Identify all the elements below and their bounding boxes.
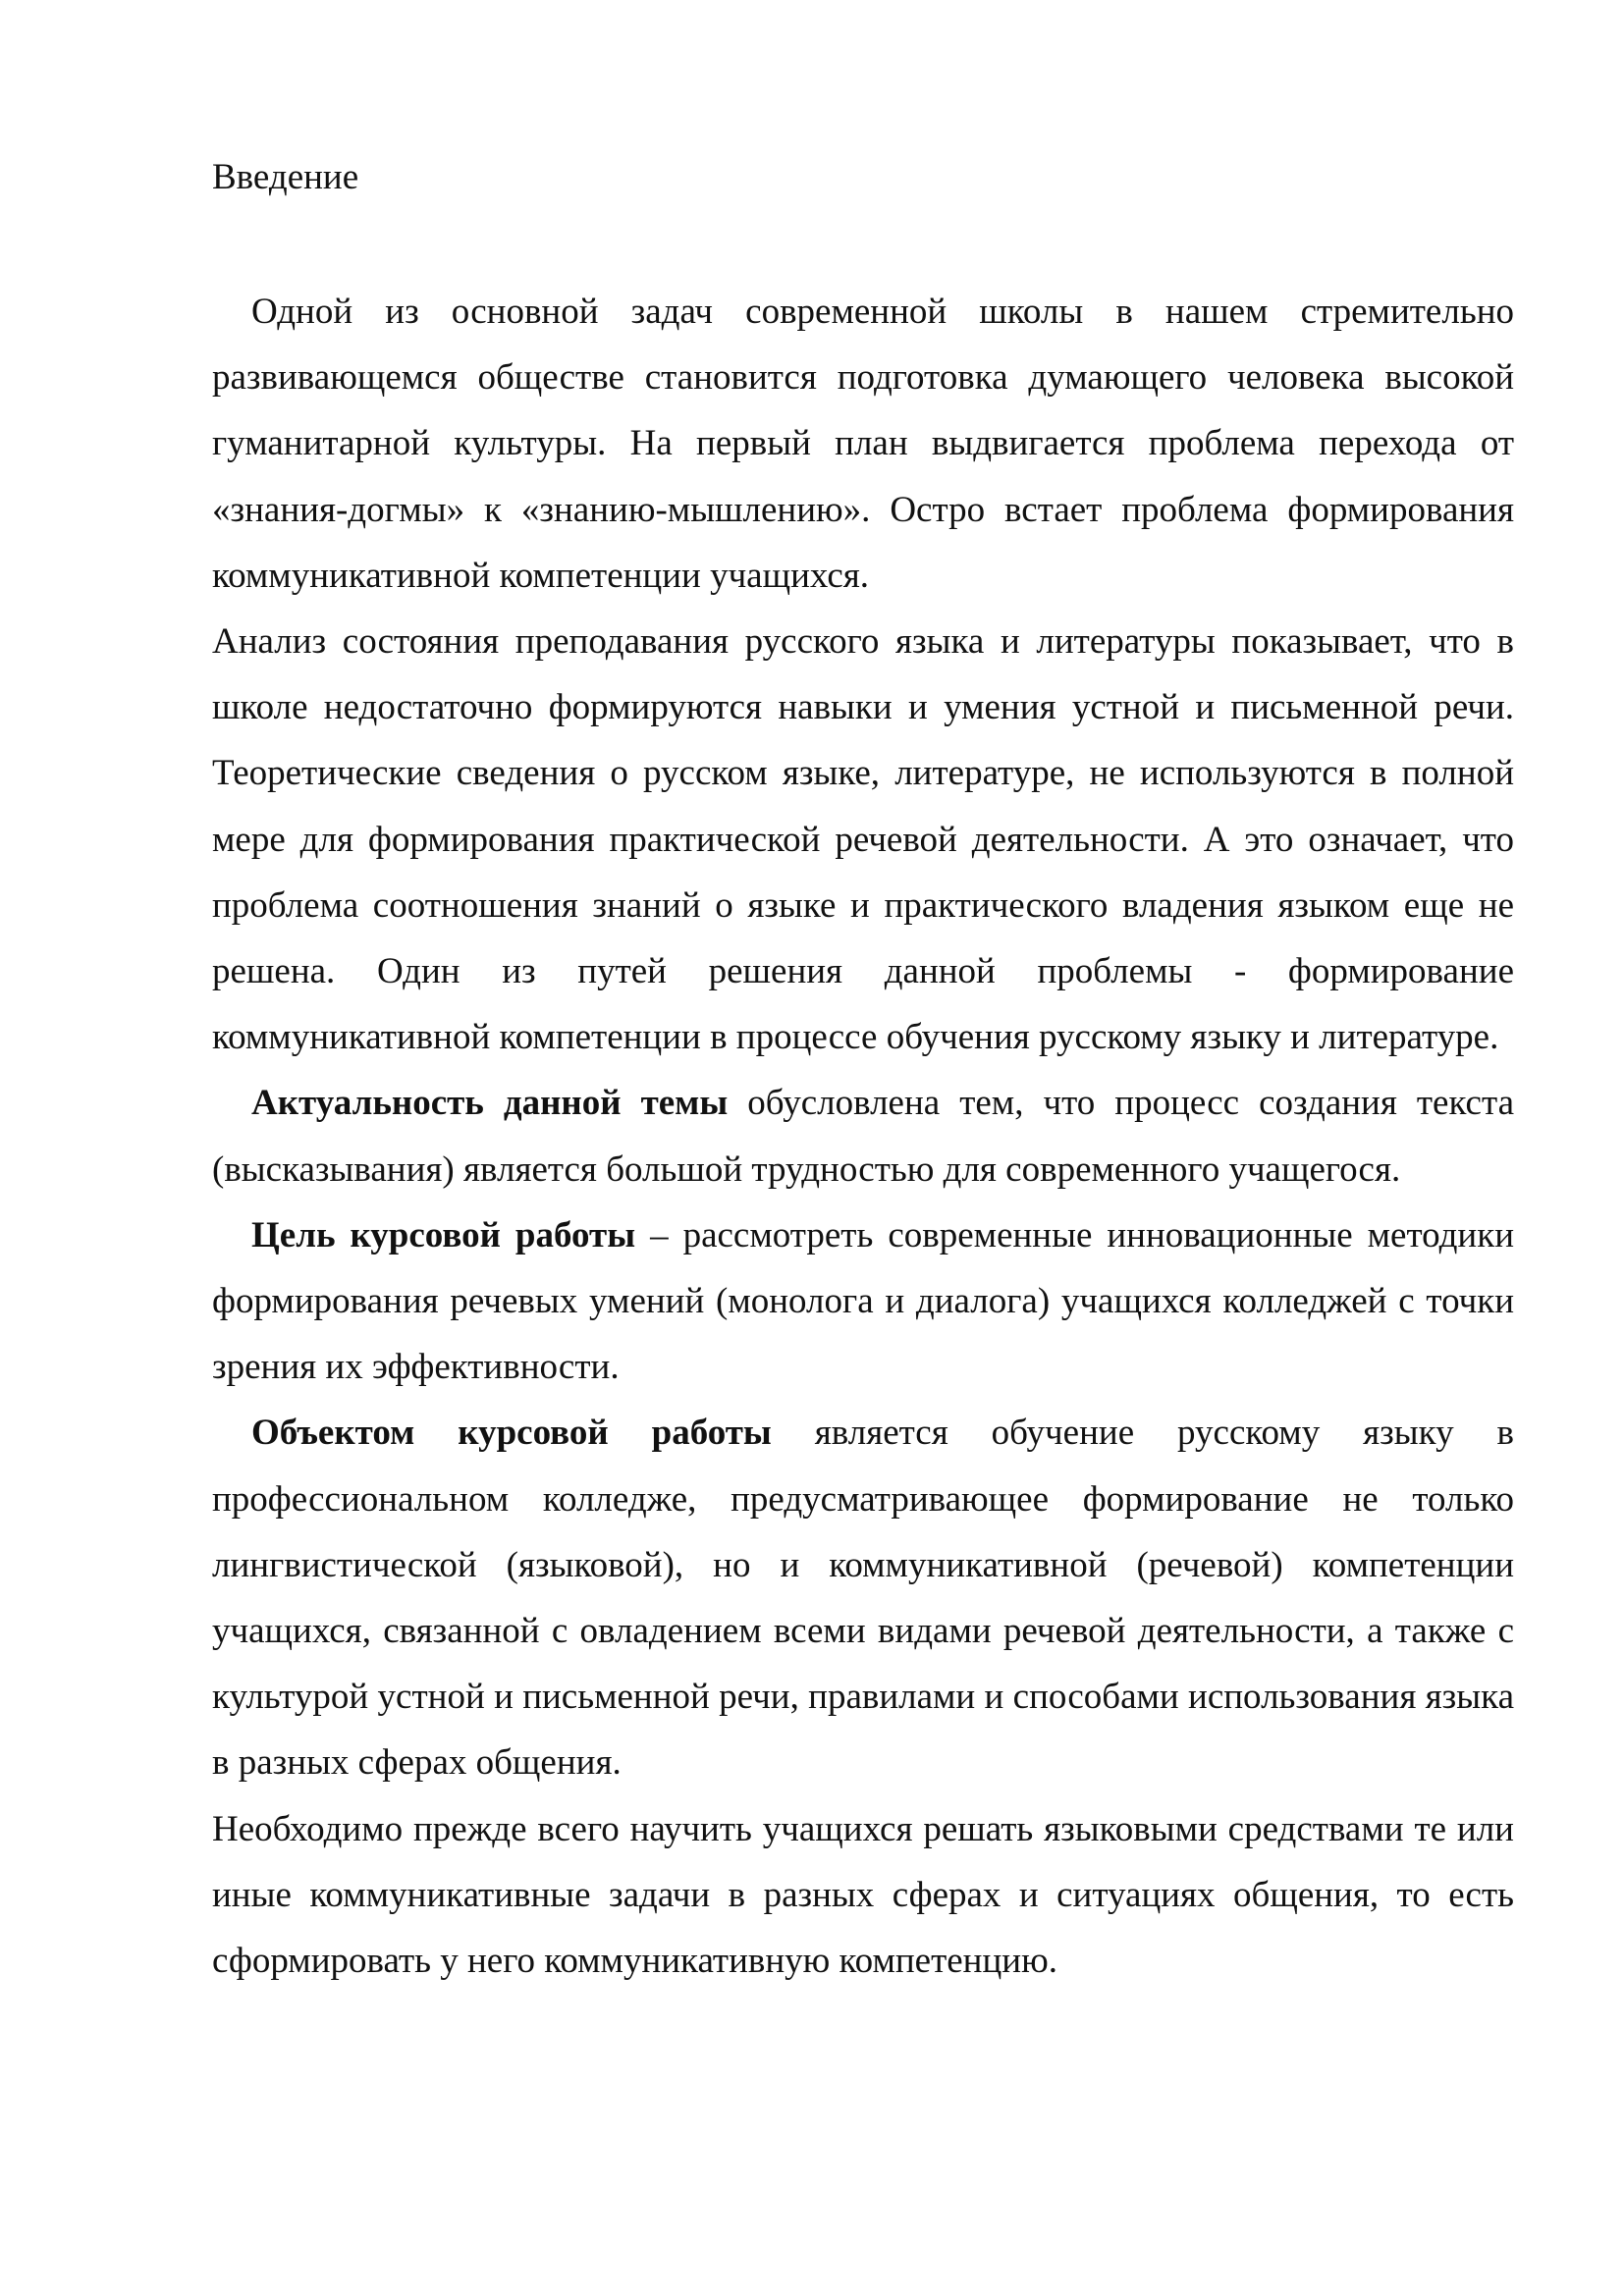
paragraph-necessity bbox=[212, 1796, 1514, 1995]
paragraph-text: Необходимо прежде всего научить учащихся решать языковыми средствами те или иные коммуникативные задачи в разных сферах и ситуациях общения, то есть сформировать у него коммуникативную компетенцию. bbox=[212, 1808, 1514, 1982]
paragraph-text: Одной из основной задач современной школы в нашем стремительно развивающемся обществе становится подготовка думающего человека высокой гуманитарной культуры. На первый план выдвигается проблема перехода от «знания-догмы» к «знанию-мышлению». Остро встает проблема формирования коммуникативной компетенции учащихся. bbox=[212, 292, 1514, 596]
paragraph-text: – рассмотреть современные инновационные методики формирования речевых умений (монолога и диалога) учащихся колледжей с точки зрения их эффективности. bbox=[212, 1214, 1514, 1388]
page-heading: Введение bbox=[212, 157, 359, 197]
paragraph-relevance bbox=[212, 1070, 1514, 1201]
paragraph-intro bbox=[212, 279, 1514, 609]
paragraph-text: Анализ состояния преподавания русского языка и литературы показывает, что в школе недостаточно формируются навыки и умения устной и письменной речи. Теоретические сведения о русском языке, литературе, не используются в полной мере для формирования практической речевой деятельности. А это означает, что проблема соотношения знаний о языке и практического владения языком еще не решена. Один из путей решения данной проблемы - формирование коммуникативной компетенции в процессе обучения русскому языку и литературе. bbox=[212, 621, 1514, 1058]
paragraph-text: обусловлена тем, что процесс создания текста (высказывания) является большой трудностью для современного учащегося. bbox=[212, 1083, 1514, 1190]
paragraph-goal bbox=[212, 1202, 1514, 1401]
paragraph-analysis bbox=[212, 609, 1514, 1070]
paragraph-bold-lead: Актуальность данной темы bbox=[251, 1083, 729, 1124]
document-body bbox=[212, 279, 1514, 1994]
paragraph-text: является обучение русскому языку в профессиональном колледже, предусматривающее формирование не только лингвистической (языковой), но и коммуникативной (речевой) компетенции учащихся, связанной с овладением всеми видами речевой деятельности, а также с культурой устной и письменной речи, правилами и способами использования языка в разных сферах общения. bbox=[212, 1413, 1514, 1784]
paragraph-bold-lead: Цель курсовой работы bbox=[251, 1214, 636, 1255]
paragraph-bold-lead: Объектом курсовой работы bbox=[251, 1413, 772, 1454]
paragraph-object bbox=[212, 1400, 1514, 1795]
